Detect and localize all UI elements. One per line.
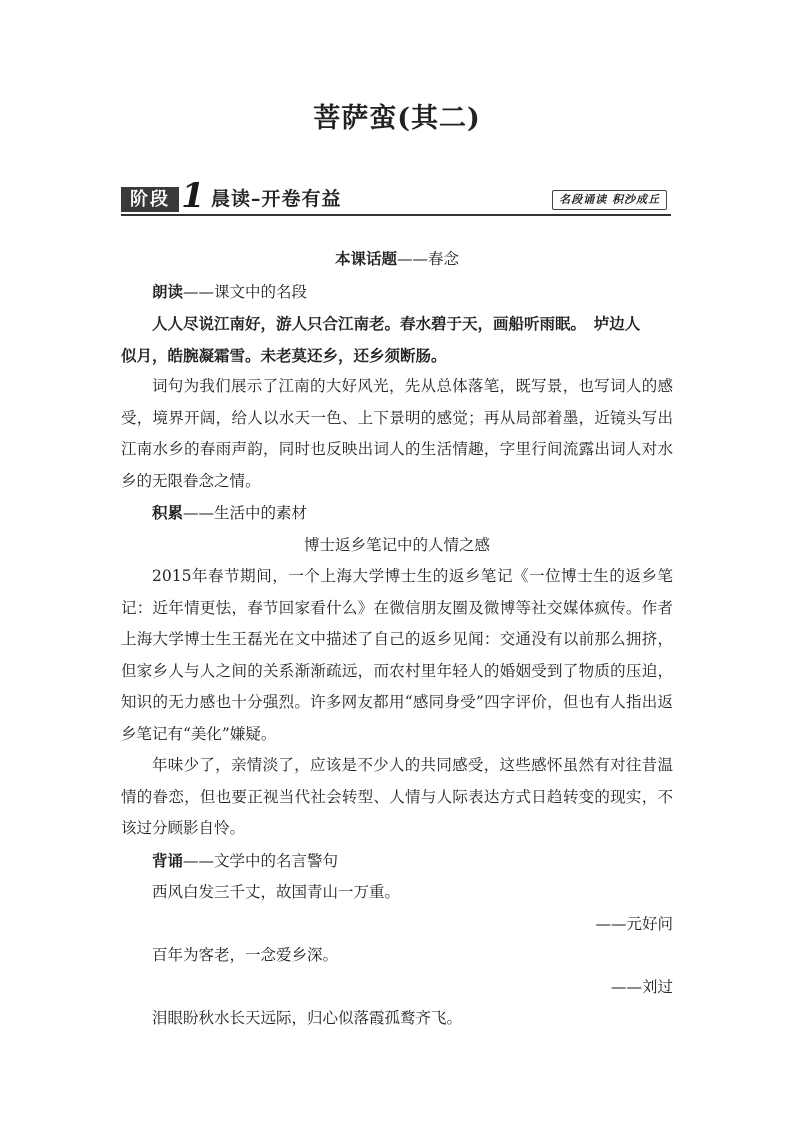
stage-label: 阶段 [121,187,179,212]
accumulate-paragraph-1: 2015年春节期间，一个上海大学博士生的返乡笔记《一位博士生的返乡笔记：近年情更怯，春节回家看什么》在微信朋友圈及微博等社交媒体疯传。作者上海大学博士生王磊光在文中描述了自己的返乡见闻：交通没有以前那么拥挤，但家乡人与人之间的关系渐渐疏远，而农村里年轻人的婚姻受到了物质的压迫，知识的无力感也十分强烈。许多网友都用“感同身受”四字评价，但也有人指出返乡笔记有“美化”嫌疑。 [121,567,673,743]
poem-line-2: 似月，皓腕凝霜雪。未老莫还乡，还乡须断肠。 [121,345,447,365]
accumulate-heading-rest: ——生活中的素材 [183,504,308,522]
main-content [121,243,673,1035]
recite-heading [121,845,673,878]
accumulate-subtitle: 博士返乡笔记中的人情之感 [303,535,490,554]
quote-text: 西风白发三千丈，故国青山一万重。 [152,883,401,901]
accumulate-heading-bold: 积累 [152,503,184,522]
reading-heading-rest: ——课文中的名段 [183,282,308,301]
page-title: 菩萨蛮(其二) [313,103,481,134]
topic-line [121,243,673,276]
quote-author: ——元好问 [595,914,673,933]
stage-title: 晨读–开卷有益 [211,188,342,210]
quote-author: ——刘过 [610,977,673,996]
topic-value: ——春念 [397,250,460,268]
stage-banner [121,176,671,216]
reading-heading-bold: 朗读 [152,281,184,301]
recite-heading-rest: ——文学中的名言警句 [183,851,339,870]
stage-number: 1 [179,181,207,212]
quote-text: 百年为客老，一念爱乡深。 [152,946,339,964]
quote-text: 泪眼盼秋水长天远际，归心似落霞孤鹜齐飞。 [152,1009,463,1027]
reading-heading [121,276,673,309]
accumulate-heading [121,497,673,530]
topic-label: 本课话题 [334,249,397,268]
reading-commentary: 词句为我们展示了江南的大好风光，先从总体落笔，既写景，也写词人的感受，境界开阔，给人以水天一色、上下景明的感觉；再从局部着墨，近镜头写出江南水乡的春雨声韵，同时也反映出词人的生活情趣，字里行间流露出词人对水乡的无限眷念之情。 [121,377,673,490]
poem-line-1: 人人尽说江南好，游人只合江南老。春水碧于天，画船听雨眠。 垆边人 [152,314,641,333]
recite-heading-bold: 背诵 [152,850,184,870]
accumulate-paragraph-2: 年味少了，亲情淡了，应该是不少人的共同感受，这些感怀虽然有对往昔温情的眷恋，但也要正视当代社会转型、人情与人际表达方式日趋转变的现实，不该过分顾影自怜。 [121,756,673,837]
stage-tag: 名段诵读 积沙成丘 [552,190,667,210]
